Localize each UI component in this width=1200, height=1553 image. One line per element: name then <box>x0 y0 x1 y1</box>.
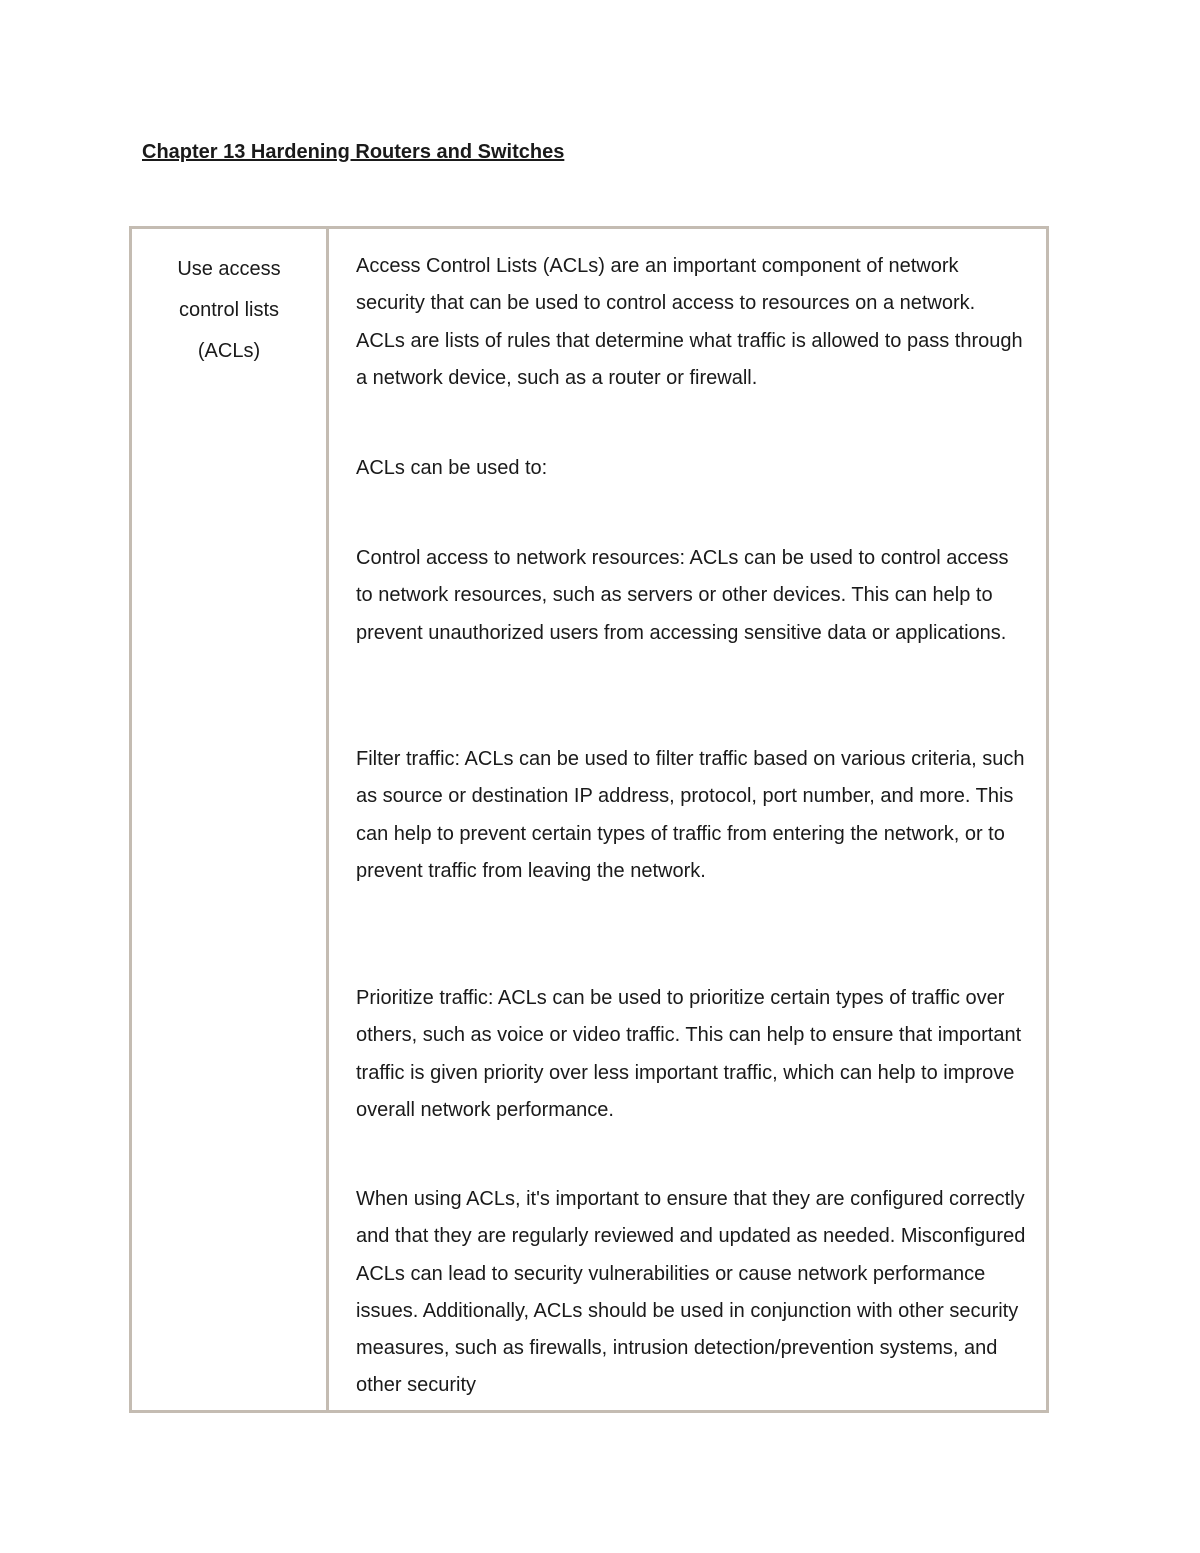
paragraph-list-intro: ACLs can be used to: <box>356 457 548 479</box>
description-column <box>329 229 1046 1410</box>
term-column <box>132 229 329 1410</box>
term-line-3: (ACLs) <box>197 340 261 362</box>
paragraph-control-access: Control access to network resources: ACLs can be used to control access to network resources, such as servers or other devices. This can help to prevent unauthorized users from accessing sensitive data or applications. <box>356 547 1009 644</box>
paragraph-best-practices: When using ACLs, it's important to ensure that they are configured correctly and that they are regularly reviewed and updated as needed. Misconfigured ACLs can lead to security vulnerabilities or cause network performance issues. Additionally, ACLs should be used in conjunction with other security measures, such as firewalls, intrusion detection/prevention systems, and other security <box>356 1188 1026 1397</box>
chapter-title: Chapter 13 Hardening Routers and Switches <box>142 141 565 163</box>
term-line-2: control lists <box>178 299 280 321</box>
paragraph-intro: Access Control Lists (ACLs) are an important component of network security that can be used to control access to resources on a network. ACLs are lists of rules that determine what traffic is allowed to pass through a network device, such as a router or firewall. <box>356 255 1023 389</box>
paragraph-prioritize-traffic: Prioritize traffic: ACLs can be used to prioritize certain types of traffic over others, such as voice or video traffic. This can help to ensure that important traffic is given priority over less important traffic, which can help to improve overall network performance. <box>356 987 1022 1121</box>
term-cell <box>132 249 326 372</box>
paragraph-filter-traffic: Filter traffic: ACLs can be used to filter traffic based on various criteria, such as source or destination IP address, protocol, port number, and more. This can help to prevent certain types of traffic from entering the network, or to prevent traffic from leaving the network. <box>356 748 1025 882</box>
content-table <box>129 226 1049 1413</box>
term-line-1: Use access <box>177 258 281 280</box>
